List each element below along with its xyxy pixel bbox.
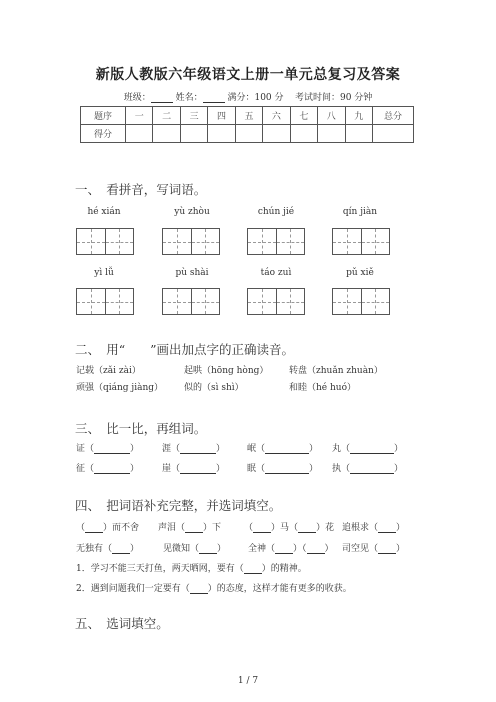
score-cell[interactable] [208, 125, 235, 143]
pinyin-label: yì lǚ [94, 268, 114, 278]
writing-grid[interactable] [162, 288, 220, 315]
pinyin-label: táo zuì [260, 268, 292, 278]
fill-question-2: 2．遇到问题我们一定要有（ ）的态度，这样才能有更多的收获。 [76, 584, 352, 594]
reading-item[interactable]: 起哄（hōng hòng） [184, 366, 269, 376]
answer-blank[interactable] [298, 523, 316, 533]
compare-item: 眠（ ） [247, 464, 319, 474]
section-3-title: 三、 比一比，再组词。 [75, 421, 207, 436]
score-header-cell: 七 [290, 107, 317, 125]
answer-blank[interactable] [185, 523, 203, 533]
score-header-cell: 总分 [373, 107, 414, 125]
section-1-title: 一、 看拼音，写词语。 [75, 182, 207, 197]
answer-blank[interactable] [94, 444, 130, 454]
score-table-row [81, 125, 414, 143]
idiom-item: 全神（ ）（ ） [248, 544, 334, 554]
score-header-cell: 三 [180, 107, 207, 125]
answer-blank[interactable] [275, 544, 293, 554]
score-table [80, 106, 414, 143]
score-cell[interactable] [290, 125, 317, 143]
reading-item[interactable]: 转盘（zhuǎn zhuàn） [289, 366, 383, 376]
pinyin-label: yù zhòu [174, 207, 210, 217]
answer-blank[interactable] [265, 444, 309, 454]
answer-blank[interactable] [253, 523, 271, 533]
reading-item[interactable]: 似的（sì shì） [184, 383, 244, 393]
writing-grid[interactable] [76, 228, 134, 255]
score-header-cell: 八 [318, 107, 345, 125]
compare-item: 征（ ） [76, 464, 140, 474]
score-cell[interactable] [235, 125, 262, 143]
score-header-cell: 六 [263, 107, 290, 125]
section-4-title: 四、 把词语补充完整，并选词填空。 [75, 498, 282, 513]
writing-grid[interactable] [332, 288, 390, 315]
answer-blank[interactable] [378, 523, 396, 533]
score-cell[interactable] [180, 125, 207, 143]
exam-info [0, 90, 496, 103]
score-cell[interactable] [345, 125, 373, 143]
answer-blank[interactable] [94, 464, 130, 474]
answer-blank[interactable] [265, 464, 309, 474]
score-cell[interactable] [126, 125, 153, 143]
score-header-cell: 二 [153, 107, 180, 125]
pinyin-label: pǔ xiě [346, 268, 374, 278]
answer-blank[interactable] [350, 444, 394, 454]
class-label: 班级： [123, 93, 151, 103]
writing-grid[interactable] [247, 288, 305, 315]
answer-blank[interactable] [350, 464, 394, 474]
answer-blank[interactable] [85, 523, 103, 533]
page-number: 1 / 7 [237, 676, 259, 686]
class-blank [151, 93, 173, 103]
idiom-item: 无独有（ ） [76, 544, 140, 554]
section-5-title: 五、 选词填空。 [75, 616, 169, 631]
section-2-title: 二、 用“ ”画出加点字的正确读音。 [75, 342, 295, 357]
pinyin-label: pù shài [175, 268, 209, 278]
score-cell[interactable] [153, 125, 180, 143]
score-cell[interactable] [318, 125, 345, 143]
answer-blank[interactable] [180, 464, 216, 474]
answer-blank[interactable] [190, 584, 208, 594]
writing-grid[interactable] [332, 228, 390, 255]
compare-item: 崖（ ） [162, 464, 226, 474]
score-header-cell: 一 [126, 107, 153, 125]
answer-blank[interactable] [378, 544, 396, 554]
idiom-item: （ ）而不舍 [76, 523, 140, 533]
name-label: 姓名： [175, 93, 203, 103]
idiom-item: （ ）马（ ）花 [244, 523, 335, 533]
score-header-cell: 九 [345, 107, 373, 125]
reading-item[interactable]: 和睦（hé huó） [289, 383, 356, 393]
idiom-item: 追根求（ ） [342, 523, 406, 533]
idiom-item: 见微知（ ） [163, 544, 227, 554]
reading-item[interactable]: 顽强（qiáng jiàng） [76, 383, 164, 393]
pinyin-label: qín jiàn [342, 207, 378, 217]
full-score: 满分：100 分 [227, 93, 284, 103]
score-row-label: 得分 [81, 125, 126, 143]
writing-grid[interactable] [76, 288, 134, 315]
score-cell[interactable] [373, 125, 414, 143]
answer-blank[interactable] [112, 544, 130, 554]
name-blank [203, 93, 225, 103]
pinyin-label: chún jié [257, 207, 295, 217]
answer-blank[interactable] [199, 544, 217, 554]
exam-time: 考试时间：90 分钟 [294, 93, 373, 103]
compare-item: 岷（ ） [247, 444, 319, 454]
answer-blank[interactable] [307, 544, 325, 554]
score-table-header [81, 107, 414, 125]
compare-item: 执（ ） [332, 464, 404, 474]
writing-grid[interactable] [162, 228, 220, 255]
doc-title: 新版人教版六年级语文上册一单元总复习及答案 [95, 67, 401, 83]
reading-item[interactable]: 记载（zǎi zài） [76, 366, 141, 376]
score-header-cell: 五 [235, 107, 262, 125]
compare-item: 涯（ ） [162, 444, 226, 454]
writing-grid[interactable] [247, 228, 305, 255]
score-header-cell: 四 [208, 107, 235, 125]
idiom-item: 司空见（ ） [342, 544, 406, 554]
answer-blank[interactable] [244, 564, 262, 574]
pinyin-label: hé xián [87, 207, 121, 217]
idiom-item: 声泪（ ）下 [158, 523, 222, 533]
score-header-cell: 题序 [81, 107, 126, 125]
fill-question-1: 1．学习不能三天打鱼，两天晒网，要有（ ）的精神。 [76, 564, 307, 574]
compare-item: 丸（ ） [332, 444, 404, 454]
compare-item: 证（ ） [76, 444, 140, 454]
score-cell[interactable] [263, 125, 290, 143]
answer-blank[interactable] [180, 444, 216, 454]
